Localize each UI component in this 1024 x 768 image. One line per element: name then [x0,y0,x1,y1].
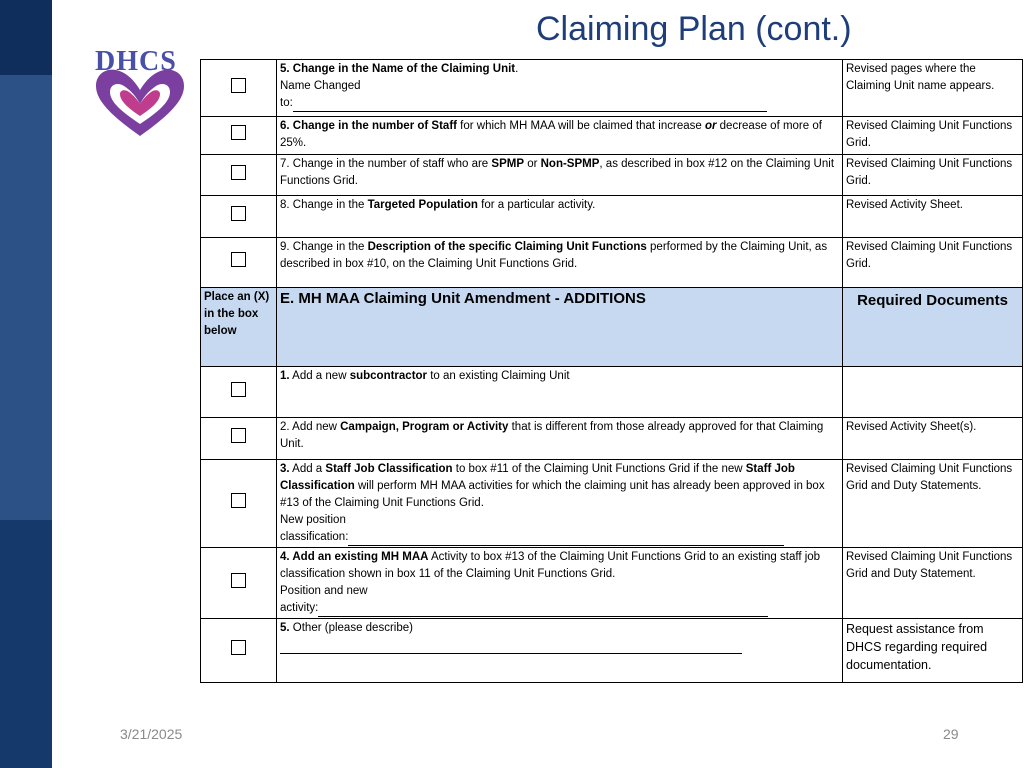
item-description: 8. Change in the Targeted Population for a particular activity. [277,196,843,238]
item-description: 9. Change in the Description of the specific Claiming Unit Functions performed by the Claiming Unit, as described in box #10, on the Claiming Unit Functions Grid. [277,238,843,288]
item-description: 1. Add a new subcontractor to an existing Claiming Unit [277,367,843,418]
item-description: 7. Change in the number of staff who are SPMP or Non-SPMP, as described in box #12 on the Claiming Unit Functions Grid. [277,155,843,196]
checkbox-staff-classification[interactable] [231,493,246,508]
table-row [201,238,1023,288]
required-document: Revised Claiming Unit Functions Grid. [843,117,1023,155]
heart-hands-icon [92,46,188,142]
footer-date: 3/21/2025 [120,726,183,742]
accent-bar-bottom [0,520,52,768]
checkbox-staff-number[interactable] [231,125,246,140]
classification-blank[interactable] [348,533,784,546]
accent-bar-top [0,0,52,75]
table-row [201,619,1023,683]
required-document: Revised Claiming Unit Functions Grid. [843,155,1023,196]
section-e-title: E. MH MAA Claiming Unit Amendment - ADDITIONS [277,288,843,367]
table-row [201,60,1023,117]
section-e-header [201,288,1023,367]
table-row [201,367,1023,418]
slide-title: Claiming Plan (cont.) [536,10,852,48]
required-document: Revised Claiming Unit Functions Grid and Duty Statements. [843,460,1023,548]
checkbox-cell [201,60,277,117]
logo-text: DHCS [95,46,177,77]
checkbox-cell [201,117,277,155]
checkbox-name-change[interactable] [231,78,246,93]
item-description: 5. Other (please describe) [277,619,843,683]
page-number: 29 [943,726,959,742]
required-document: Revised Activity Sheet. [843,196,1023,238]
checkbox-cell [201,367,277,418]
checkbox-cell [201,238,277,288]
checkbox-cell [201,619,277,683]
other-describe-blank[interactable] [280,641,742,654]
table-row [201,117,1023,155]
checkbox-targeted-population[interactable] [231,206,246,221]
checkbox-description-functions[interactable] [231,252,246,267]
name-changed-blank[interactable] [293,99,767,112]
left-accent-bar [0,0,52,768]
table-row [201,196,1023,238]
item-description: 3. Add a Staff Job Classification to box #11 of the Claiming Unit Functions Grid if the new Staff Job Classification will perform MH MAA activities for which the claiming unit has already been approved in box #13 of the Claiming Unit Functions Grid. New position classification: [277,460,843,548]
required-document [843,367,1023,418]
required-document: Request assistance from DHCS regarding required documentation. [843,619,1023,683]
place-x-label: Place an (X) in the box below [201,288,277,367]
checkbox-other[interactable] [231,640,246,655]
table-row [201,460,1023,548]
item-description: 4. Add an existing MH MAA Activity to box #13 of the Claiming Unit Functions Grid to an existing staff job classification shown in box 11 of the Claiming Unit Functions Grid. Position and new activity: [277,548,843,619]
checkbox-cell [201,460,277,548]
checkbox-cell [201,155,277,196]
dhcs-logo [92,46,188,142]
table-row [201,548,1023,619]
required-documents-heading: Required Documents [843,288,1023,367]
checkbox-cell [201,548,277,619]
checkbox-spmp[interactable] [231,165,246,180]
checkbox-subcontractor[interactable] [231,382,246,397]
table-row [201,418,1023,460]
accent-bar-middle [0,75,52,520]
required-document: Revised Claiming Unit Functions Grid. [843,238,1023,288]
required-document: Revised Claiming Unit Functions Grid and Duty Statement. [843,548,1023,619]
item-description: 2. Add new Campaign, Program or Activity that is different from those already approved for that Claiming Unit. [277,418,843,460]
claiming-plan-table [200,59,1023,683]
checkbox-cell [201,418,277,460]
item-description: 5. Change in the Name of the Claiming Unit. Name Changed to: [277,60,843,117]
table-row [201,155,1023,196]
item-description: 6. Change in the number of Staff for which MH MAA will be claimed that increase or decrease of more of 25%. [277,117,843,155]
checkbox-existing-activity[interactable] [231,573,246,588]
required-document: Revised pages where the Claiming Unit name appears. [843,60,1023,117]
required-document: Revised Activity Sheet(s). [843,418,1023,460]
activity-blank[interactable] [318,604,768,617]
checkbox-campaign[interactable] [231,428,246,443]
checkbox-cell [201,196,277,238]
